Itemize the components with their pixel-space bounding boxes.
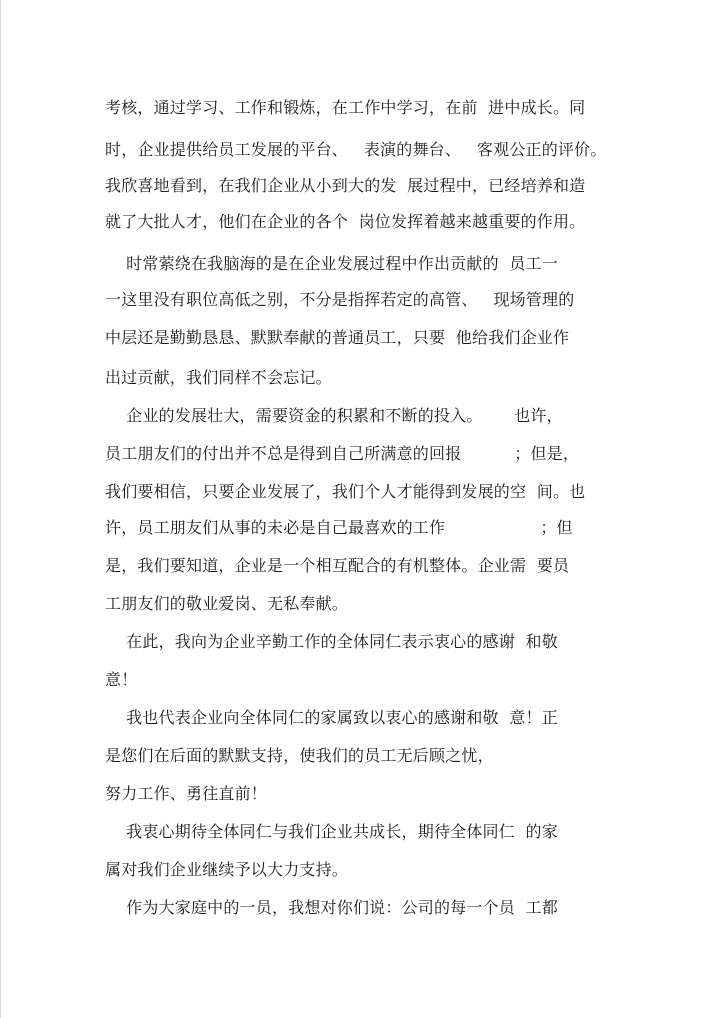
- text-line: 在此，我向为企业辛勤工作的全体同仁表示衷心的感谢 和敬: [105, 632, 558, 651]
- text-line: 我衷心期待全体同仁与我们企业共成长，期待全体同仁 的家: [105, 822, 558, 841]
- text-line: 企业的发展壮大，需要资金的积累和不断的投入。 也许，: [105, 406, 563, 425]
- text-line: 考核，通过学习、工作和锻炼，在工作中学习，在前 进中成长。同: [105, 98, 586, 117]
- text-line: 意！: [105, 670, 138, 689]
- text-line: 出过贡献，我们同样不会忘记。: [105, 368, 332, 387]
- text-line: 属对我们企业继续予以大力支持。: [105, 860, 349, 879]
- text-line: 作为大家庭中的一员，我想对你们说：公司的每一个员 工都: [105, 898, 558, 917]
- text-line: 我欣喜地看到，在我们企业从小到大的发 展过程中，已经培养和造: [105, 176, 586, 195]
- text-line: 中层还是勤勤恳恳、默默奉献的普通员工，只要 他给我们企业作: [105, 328, 570, 347]
- text-line: 是您们在后面的默默支持，使我们的员工无后顾之忧，: [105, 746, 494, 765]
- text-line: 我们要相信，只要企业发展了，我们个人才能得到发展的空 间。也: [105, 482, 586, 501]
- text-line: 一这里没有职位高低之别，不分是指挥若定的高管、 现场管理的: [105, 290, 575, 309]
- text-line: 时常萦绕在我脑海的是在企业发展过程中作出贡献的 员工一: [105, 254, 558, 273]
- text-line: 时，企业提供给员工发展的平台、 表演的舞台、 客观公正的评价。: [105, 140, 607, 159]
- text-line: 努力工作、勇往直前！: [105, 784, 268, 803]
- text-line: 我也代表企业向全体同仁的家属致以衷心的感谢和敬 意！正: [105, 708, 558, 727]
- text-line: 许，员工朋友们从事的未必是自己最喜欢的工作 ；但: [105, 518, 573, 537]
- text-line: 工朋友们的敬业爱岗、无私奉献。: [105, 594, 349, 613]
- text-line: 是，我们要知道，企业是一个相互配合的有机整体。企业需 要员: [105, 556, 570, 575]
- text-line: 员工朋友们的付出并不总是得到自己所满意的回报 ；但是，: [105, 444, 580, 463]
- text-line: 就了大批人才，他们在企业的各个 岗位发挥着越来越重要的作用。: [105, 212, 586, 231]
